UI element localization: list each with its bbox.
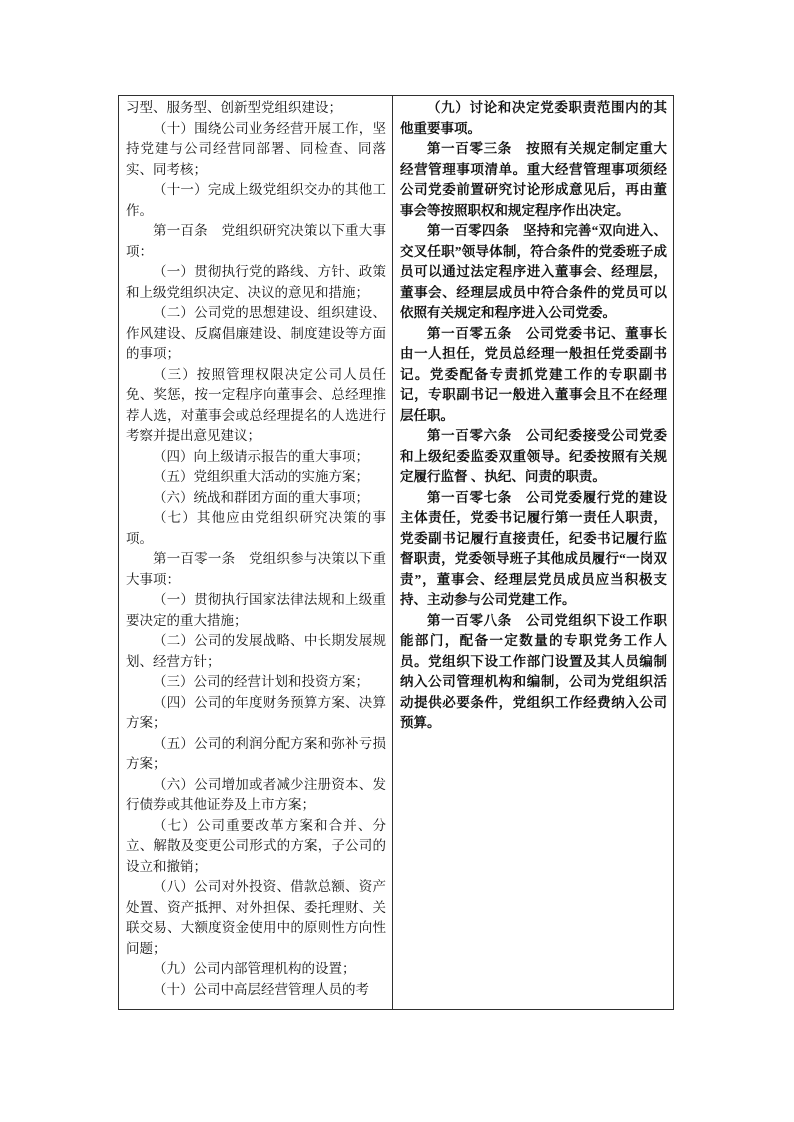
articles-comparison-table bbox=[118, 95, 674, 1010]
paragraph: （四）公司的年度财务预算方案、决算方案； bbox=[126, 694, 386, 730]
paragraph: （一）贯彻执行党的路线、方针、政策和上级党组织决定、决议的意见和措施； bbox=[126, 264, 386, 300]
paragraph: 第一百零三条 按照有关规定制定重大经营管理事项清单。重大经营管理事项须经公司党委前置研究讨论形成意见后，再由董事会等按照职权和规定程序作出决定。 bbox=[400, 141, 667, 218]
paragraph: 第一百零七条 公司党委履行党的建设主体责任，党委书记履行第一责任人职责，党委副书记履行直接责任，纪委书记履行监督职责，党委领导班子其他成员履行“一岗双责”，董事会、经理层党员成员应当积极支持、主动参与公司党建工作。 bbox=[400, 489, 667, 607]
paragraph: （九）公司内部管理机构的设置； bbox=[153, 961, 356, 976]
paragraph: （十）公司中高层经营管理人员的考 bbox=[153, 981, 369, 997]
paragraph: （六）公司增加或者减少注册资本、发行债券或其他证券及上市方案； bbox=[126, 776, 386, 812]
paragraph: 第一百零六条 公司纪委接受公司党委和上级纪委监委双重领导。纪委按照有关规定履行监督 、执纪、问责的职责。 bbox=[400, 428, 667, 484]
paragraph: 第一百条 党组织研究决策以下重大事项： bbox=[126, 223, 386, 259]
paragraph: （六）统战和群团方面的重大事项； bbox=[153, 489, 369, 505]
paragraph: （二）公司的发展战略、中长期发展规划、经营方针； bbox=[126, 633, 386, 669]
paragraph: 习型、服务型、创新型党组织建设； bbox=[126, 100, 342, 115]
paragraph: 第一百零一条 党组织参与决策以下重大事项： bbox=[126, 551, 386, 587]
paragraph: （三）公司的经营计划和投资方案； bbox=[153, 674, 369, 689]
paragraph: （四）向上级请示报告的重大事项； bbox=[153, 448, 369, 464]
paragraph: （十）围绕公司业务经营开展工作，坚持党建与公司经营同部署、同检查、同落实、同考核； bbox=[126, 120, 386, 177]
paragraph: （一）贯彻执行国家法律法规和上级重要决定的重大措施； bbox=[126, 592, 386, 628]
paragraph: （七）其他应由党组织研究决策的事项。 bbox=[126, 510, 386, 546]
paragraph: （八）公司对外投资、借款总额、资产处置、资产抵押、对外担保、委托理财、关联交易、大额度资金使用中的原则性方向性问题； bbox=[126, 879, 386, 956]
table-cell-left bbox=[119, 96, 393, 1009]
paragraph: 第一百零五条 公司党委书记、董事长由一人担任，党员总经理一般担任党委副书记。党委配备专责抓党建工作的专职副书记，专职副书记一般进入董事会且不在经理层任职。 bbox=[400, 325, 667, 423]
table-cell-right bbox=[393, 96, 673, 1009]
paragraph: （七）公司重要改革方案和合并、分立、解散及变更公司形式的方案，子公司的设立和撤销； bbox=[126, 817, 386, 874]
paragraph: 第一百零八条 公司党组织下设工作职能部门，配备一定数量的专职党务工作人员。党组织下设工作部门设置及其人员编制纳入公司管理机构和编制，公司为党组织活动提供必要条件，党组织工作经费纳入公司预算。 bbox=[400, 612, 667, 730]
paragraph: （十一）完成上级党组织交办的其他工作。 bbox=[126, 182, 386, 218]
paragraph: （五）党组织重大活动的实施方案； bbox=[153, 469, 369, 484]
paragraph: （三）按照管理权限决定公司人员任免、奖惩，按一定程序向董事会、总经理推荐人选，对董事会或总经理提名的人选进行考察并提出意见建议； bbox=[126, 366, 386, 443]
paragraph: 第一百零四条 坚持和完善“双向进入、交叉任职”领导体制，符合条件的党委班子成员可以通过法定程序进入董事会、经理层，董事会、经理层成员中符合条件的党员可以依照有关规定和程序进入公司党委。 bbox=[400, 223, 667, 320]
paragraph: （五）公司的利润分配方案和弥补亏损方案； bbox=[126, 735, 386, 771]
paragraph: （九）讨论和决定党委职责范围内的其他重要事项。 bbox=[400, 100, 667, 136]
paragraph: （二）公司党的思想建设、组织建设、作风建设、反腐倡廉建设、制度建设等方面的事项； bbox=[126, 305, 386, 361]
